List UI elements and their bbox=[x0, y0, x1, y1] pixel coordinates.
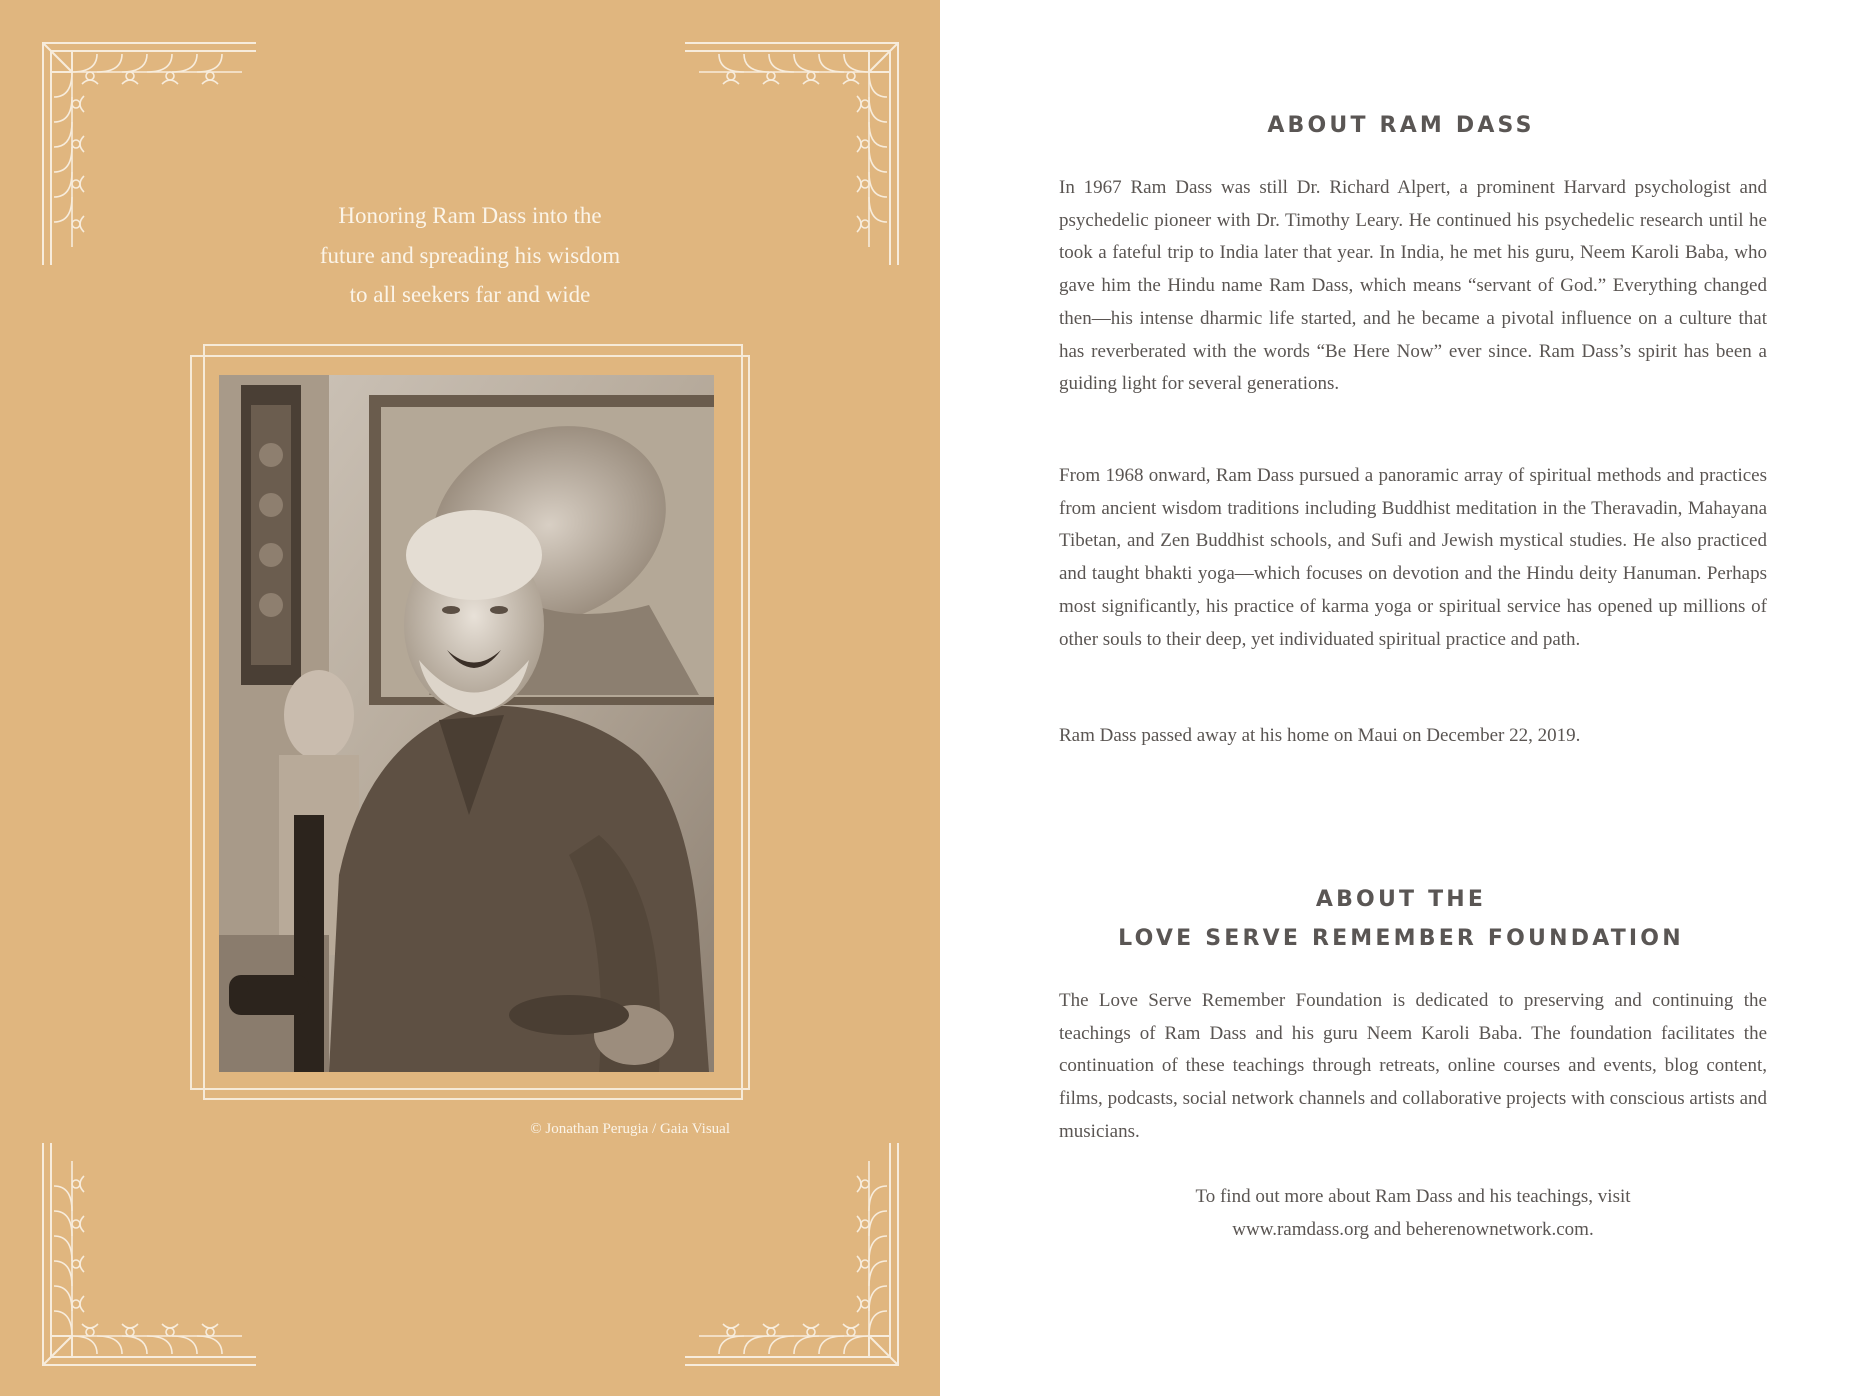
tagline bbox=[250, 196, 690, 315]
closing-note bbox=[1059, 1181, 1767, 1246]
about-foundation-paragraph: The Love Serve Remember Foundation is dedicated to preserving and continuing the teachings of Ram Dass and his guru Neem Karoli Baba. The foundation facilitates the continuation of these teachings through retreats, online courses and events, blog content, films, podcasts, social network channels and collaborative projects with conscious artists and musicians. bbox=[1059, 990, 1767, 1142]
about-foundation-heading bbox=[940, 880, 1862, 958]
about-ram-dass-paragraph-1: In 1967 Ram Dass was still Dr. Richard Alpert, a prominent Harvard psychologist and psychedelic pioneer with Dr. Timothy Leary. He continued his psychedelic research until he took a fateful trip to India later that year. In India, he met his guru, Neem Karoli Baba, who gave him the Hindu name Ram Dass, which means “servant of God.” Everything changed then—his intense dharmic life started, and he became a pivotal influence on a culture that has reverberated with the words “Be Here Now” ever since. Ram Dass’s spirit has been a guiding light for several generations. bbox=[1059, 177, 1767, 395]
about-ram-dass-heading: ABOUT RAM DASS bbox=[1267, 113, 1535, 138]
ornament-corner-bottom-left bbox=[42, 1142, 257, 1366]
tagline-line-2: future and spreading his wisdom bbox=[319, 242, 621, 268]
closing-note-line-1: To find out more about Ram Dass and his teachings, visit bbox=[1195, 1186, 1631, 1207]
closing-note-line-2: www.ramdass.org and beherenownetwork.com. bbox=[1232, 1218, 1594, 1240]
about-foundation-heading-line-1: ABOUT THE bbox=[1315, 887, 1487, 912]
about-ram-dass-paragraph-3: Ram Dass passed away at his home on Maui on December 22, 2019. bbox=[1059, 725, 1581, 746]
about-foundation-heading-line-2: LOVE SERVE REMEMBER FOUNDATION bbox=[1118, 926, 1684, 951]
tagline-line-1: Honoring Ram Dass into the bbox=[338, 203, 602, 228]
photo-credit: © Jonathan Perugia / Gaia Visual bbox=[530, 1121, 730, 1137]
right-page bbox=[940, 0, 1862, 1396]
portrait-photo bbox=[219, 375, 714, 1072]
tagline-line-3: to all seekers far and wide bbox=[349, 282, 591, 307]
ornament-corner-top-left bbox=[42, 42, 257, 266]
about-ram-dass-paragraph-2: From 1968 onward, Ram Dass pursued a panoramic array of spiritual methods and practices from ancient wisdom traditions including Buddhist meditation in the Theravadin, Mahayana Tibetan, and Zen Buddhist schools, and Sufi and Jewish mystical studies. He also practiced and taught bhakti yoga—which focuses on devotion and the Hindu deity Hanuman. Perhaps most significantly, his practice of karma yoga or spiritual service has opened up millions of other souls to their deep, yet individuated spiritual practice and path. bbox=[1059, 465, 1767, 650]
ornament-corner-top-right bbox=[684, 42, 899, 266]
ornament-corner-bottom-right bbox=[684, 1142, 899, 1366]
